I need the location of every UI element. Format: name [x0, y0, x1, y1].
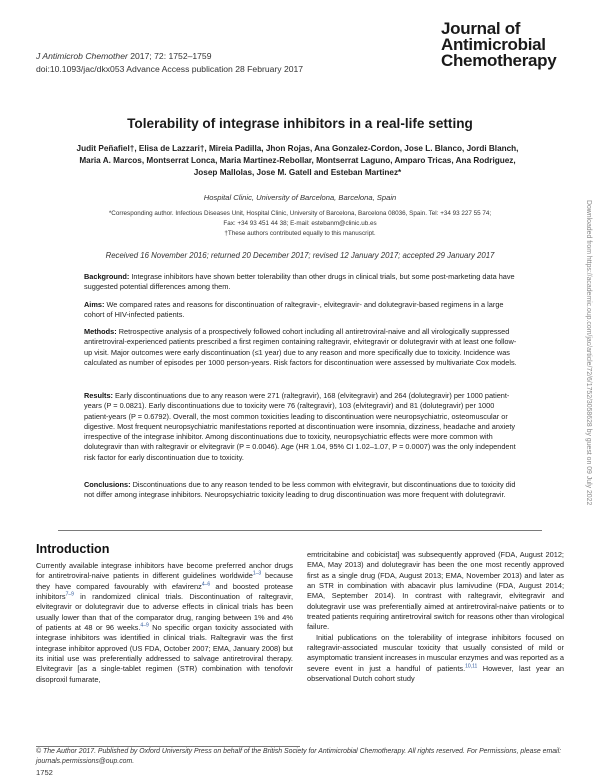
intro-text: Initial publications on the tolerability of integrase inhibitors focused on raltegravir-associated muscular toxicity that usually consisted of mild or asymptomatic transient increases in muscular enzymes and was reported as a severe event in just a handful of patients.: [307, 632, 564, 673]
download-watermark: [583, 200, 595, 620]
intro-column-left: [36, 561, 293, 685]
citation-ref[interactable]: 4–6: [201, 581, 211, 588]
intro-paragraph-1-cont: emtricitabine and cobicistat] was subsequently approved (FDA, August 2012; EMA, May 2013) and dolutegravir has been the one most recently approved first as a single drug (FDA, August 2013; EMA, November 2013) and later as an STR in combination with abacavir plus lamivudine (FDA, August 2014; EMA, September 2014). In contrast with raltegravir, elvitegravir and dolutegravir use was preferentially aimed at antiretroviral-naive patients or to treated patients requiring antiretroviral switch for reasons other than virological failure.: [307, 550, 564, 632]
intro-column-right: [307, 550, 564, 684]
page-number: 1752: [36, 768, 53, 777]
abstract-results-label: Results:: [84, 391, 113, 400]
citation-ref[interactable]: 4–9: [140, 622, 149, 629]
logo-line-3: Chemotherapy: [441, 51, 557, 70]
logo-line-1: Journal of: [441, 19, 521, 38]
author-list: [45, 143, 550, 178]
authors-line-3: Josep Mallolas, Jose M. Gatell and Esteban Martinez*: [193, 167, 402, 177]
abstract-conclusions-label: Conclusions:: [84, 480, 131, 489]
affiliation: Hospital Clinic, University of Barcelona, Barcelona, Spain: [203, 193, 397, 202]
abstract-background-label: Background:: [84, 272, 130, 281]
abstract-background-text: Integrase inhibitors have shown better tolerability than other drugs in clinical trials, but some post-marketing data have suggested potential differences among them.: [84, 272, 515, 292]
abstract-methods-text: Retrospective analysis of a prospectively followed cohort including all antiretroviral-naive and all virologically suppressed antiretroviral-experienced patients prescribed a first regimen containing raltegravir, elvitegravir or dolutegravir with at least one follow-up visit. Major outcomes were early discontinuation (≤1 year) due to any reason and more specifically due to toxicity. Incidence was calculated as number of episodes per 1000 person-years. Risk factors for discontinuation were assessed by multivariate Cox models.: [84, 327, 517, 367]
introduction-heading: Introduction: [36, 542, 110, 556]
intro-text: No specific organ toxicity associated with integrase inhibitors was identified in clinical trials. Raltegravir was the first integrase inhibitor approved (US FDA, October 2007; EMA, January 2008) but its initial use was preferentially addressed to salvage antiretroviral therapy. Elvitegravir [as a single-tablet regimen (STR) combination with tenofovir disoproxil fumarate,: [36, 623, 293, 684]
abstract-conclusions-text: Discontinuations due to any reason tended to be less common with elvitegravir, but discontinuations due to toxicity did not differ among integrase inhibitors. Neuropsychiatric toxicity leading to drug discontinuation was more frequent with dolutegravir.: [84, 480, 516, 500]
intro-text: because they have compared favourably with efavirenz: [36, 571, 293, 591]
abstract-results: [84, 391, 519, 463]
corresp-line-3: †These authors contributed equally to this manuscript.: [224, 230, 376, 238]
article-title: Tolerability of integrase inhibitors in a real-life setting: [127, 116, 473, 131]
abstract-methods: [84, 327, 519, 368]
intro-paragraph-2: [307, 633, 564, 685]
section-divider: [58, 530, 542, 531]
abstract-aims-text: We compared rates and reasons for discontinuation of raltegravir-, elvitegravir- and dolutegravir-based regimens in a large cohort of HIV-infected patients.: [84, 300, 504, 320]
citation-ref[interactable]: 7–9: [65, 591, 74, 598]
abstract-aims-label: Aims:: [84, 300, 105, 309]
abstract-methods-label: Methods:: [84, 327, 117, 336]
intro-text: in randomized clinical trials. Discontinuation of raltegravir, elvitegravir or dolutegravir due to adverse effects in clinical trials has been usually lower than that of the comparator drug, ranging between 1% and 4% of patients at 48 or 96 weeks.: [36, 592, 293, 633]
journal-logo: [441, 21, 591, 69]
abstract-results-text: Early discontinuations due to any reason were 271 (raltegravir), 168 (elvitegravir) and 264 (dolutegravir) per 1000 patient-years (P = 0.0821). Early discontinuations due to toxicity were 76 (raltegravir), 103 (elvitegravir) and 81 (dolutegravir) per 1000 patient-years (P = 0.6792). Overall, the most common toxicities leading to discontinuation were neuropsychiatric, osteomuscular or digestive. Most frequent neuropsychiatric manifestations reported at discontinuation were insomnia, dizziness, headache and anxiety irrespective of the integrase inhibitor. Among discontinuations due to toxicity, neuropsychiatric effects were more common with dolutegravir than with raltegravir or elvitegravir (P = 0.0046). Age (HR 1.04, 95% CI 1.02–1.07, P = 0.0007) was the only independent risk factor for early discontinuation due to toxicity.: [84, 391, 516, 462]
logo-line-2: Antimicrobial: [441, 35, 546, 54]
abstract-aims: [84, 300, 519, 321]
copyright-notice: © The Author 2017. Published by Oxford University Press on behalf of the British Society for Antimicrobial Chemotherapy. All rights reserved. For Permissions, please email: journals.permissions@oup.com.: [36, 748, 562, 765]
journal-abbrev: J Antimicrob Chemother: [36, 51, 128, 61]
intro-paragraph-1: [36, 561, 293, 685]
citation-ref[interactable]: 1–3: [252, 570, 262, 577]
abstract-background: [84, 272, 519, 293]
intro-text: and boosted protease inhibitors: [36, 581, 293, 602]
abstract-conclusions: [84, 480, 519, 501]
authors-line-1: Judit Peñafiel†, Elisa de Lazzari†, Mireia Padilla, Jhon Rojas, Ana Gonzalez-Cordon, Jose L. Blanco, Jordi Blanch,: [76, 144, 519, 153]
received-dates: Received 16 November 2016; returned 20 December 2017; revised 12 January 2017; accepted 29 January 2017: [105, 251, 495, 260]
citation-ref[interactable]: 10,11: [465, 663, 478, 670]
citation-volume-pages: 2017; 72: 1752–1759: [130, 51, 212, 61]
corresp-line-2: Fax: +34 93 451 44 38; E-mail: estebanm@clinic.ub.es: [223, 220, 377, 228]
intro-text: However, last year an observational Dutch cohort study: [307, 663, 564, 684]
intro-text: Currently available integrase inhibitors have become preferred anchor drugs for antiretroviral-naive patients in different guidelines worldwide: [36, 561, 293, 581]
journal-citation: [36, 50, 303, 75]
authors-line-2: Maria A. Marcos, Montserrat Lonca, Maria Martinez-Rebollar, Montserrat Laguno, Amparo Tricas, Ana Rodriguez,: [79, 155, 516, 165]
correspondence-note: [60, 209, 540, 240]
corresp-line-1: *Corresponding author. Infectious Diseases Unit, Hospital Clinic, University of Barcelona, Barcelona 08036, Spain. Tel: +34 93 227 55 74;: [108, 210, 492, 217]
doi-line: doi:10.1093/jac/dkx053 Advance Access publication 28 February 2017: [36, 63, 304, 74]
download-note-text: Downloaded from https://academic.oup.com/jac/article/72/6/1752/3058628 by guest on 09 July 2022: [585, 200, 592, 506]
